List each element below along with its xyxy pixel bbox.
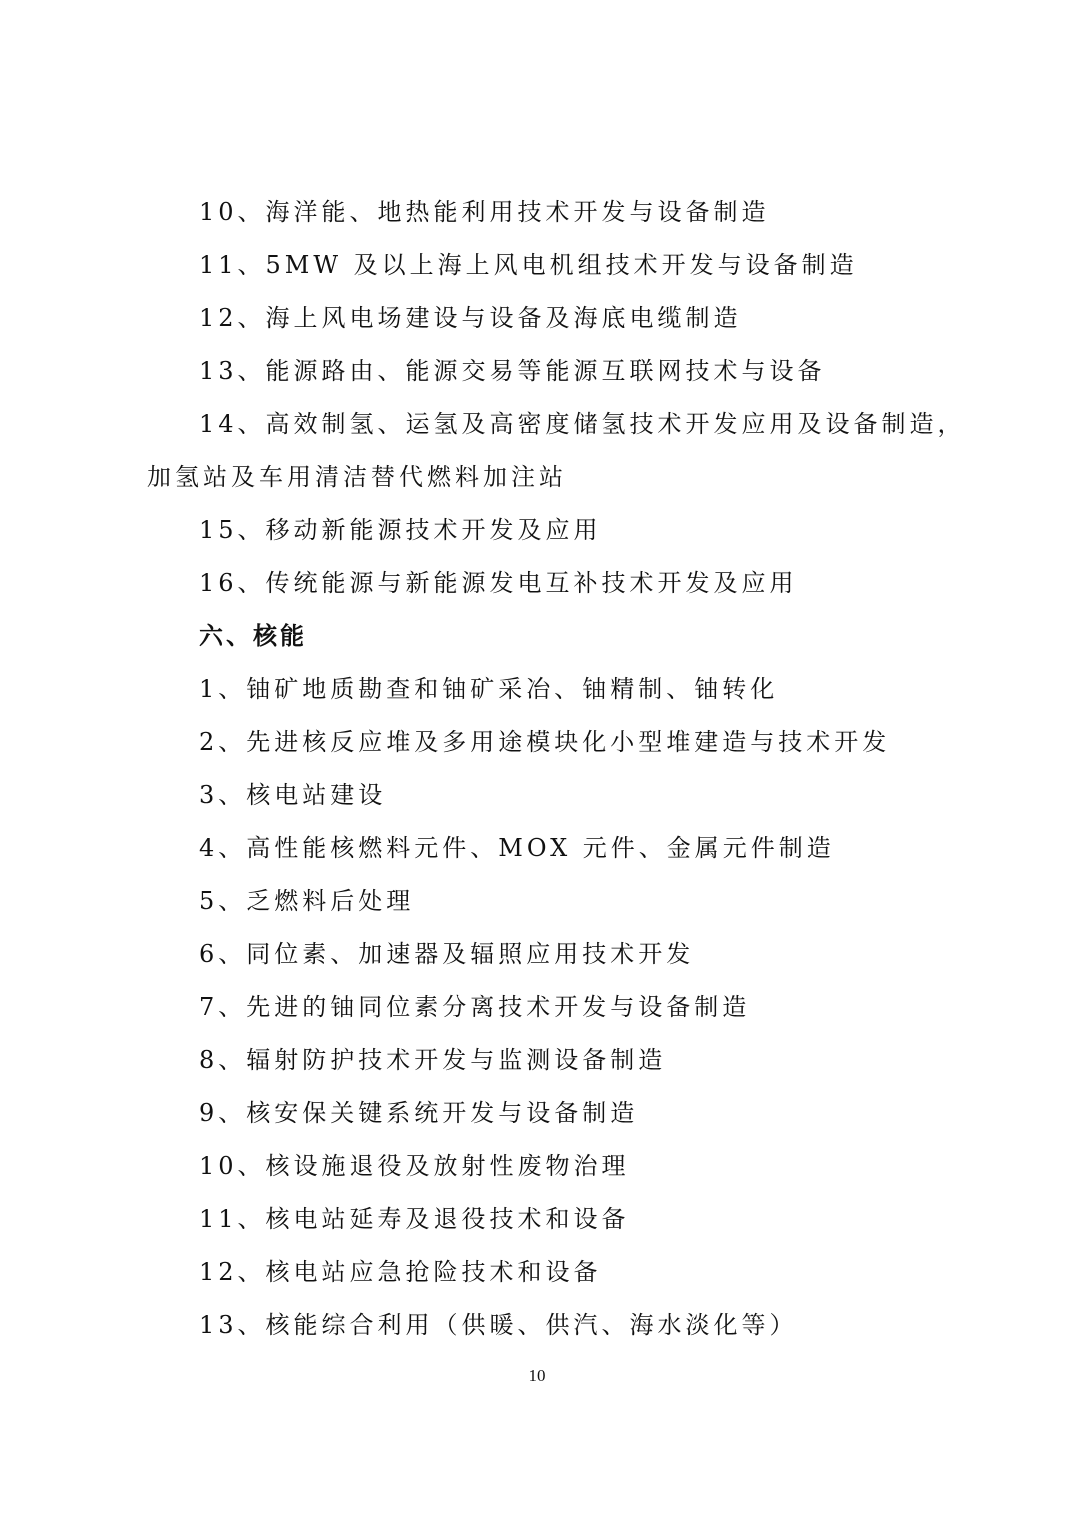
list-item-continuation: 加氢站及车用清洁替代燃料加注站 xyxy=(147,463,567,491)
list-item: 16、传统能源与新能源发电互补技术开发及应用 xyxy=(199,569,798,597)
list-item: 15、移动新能源技术开发及应用 xyxy=(199,516,602,544)
list-item: 1、铀矿地质勘查和铀矿采冶、铀精制、铀转化 xyxy=(199,675,779,703)
list-item: 13、核能综合利用（供暖、供汽、海水淡化等） xyxy=(199,1311,798,1339)
list-item: 2、先进核反应堆及多用途模块化小型堆建造与技术开发 xyxy=(199,728,891,756)
list-item: 9、核安保关键系统开发与设备制造 xyxy=(199,1099,639,1127)
list-item: 6、同位素、加速器及辐照应用技术开发 xyxy=(199,940,695,968)
list-item: 14、高效制氢、运氢及高密度储氢技术开发应用及设备制造， xyxy=(199,410,966,438)
list-item: 10、海洋能、地热能利用技术开发与设备制造 xyxy=(199,198,770,226)
list-item: 5、乏燃料后处理 xyxy=(199,887,415,915)
list-item: 10、核设施退役及放射性废物治理 xyxy=(199,1152,630,1180)
list-item: 4、高性能核燃料元件、MOX 元件、金属元件制造 xyxy=(199,834,835,862)
list-item: 7、先进的铀同位素分离技术开发与设备制造 xyxy=(199,993,751,1021)
section-heading: 六、核能 xyxy=(199,622,307,650)
list-item: 8、辐射防护技术开发与监测设备制造 xyxy=(199,1046,667,1074)
list-item: 12、海上风电场建设与设备及海底电缆制造 xyxy=(199,304,742,332)
list-item: 12、核电站应急抢险技术和设备 xyxy=(199,1258,602,1286)
list-item: 11、核电站延寿及退役技术和设备 xyxy=(199,1205,630,1233)
list-item: 3、核电站建设 xyxy=(199,781,387,809)
page-number: 10 xyxy=(528,1366,546,1385)
list-item: 13、能源路由、能源交易等能源互联网技术与设备 xyxy=(199,357,826,385)
list-item: 11、5MW 及以上海上风电机组技术开发与设备制造 xyxy=(199,251,858,279)
